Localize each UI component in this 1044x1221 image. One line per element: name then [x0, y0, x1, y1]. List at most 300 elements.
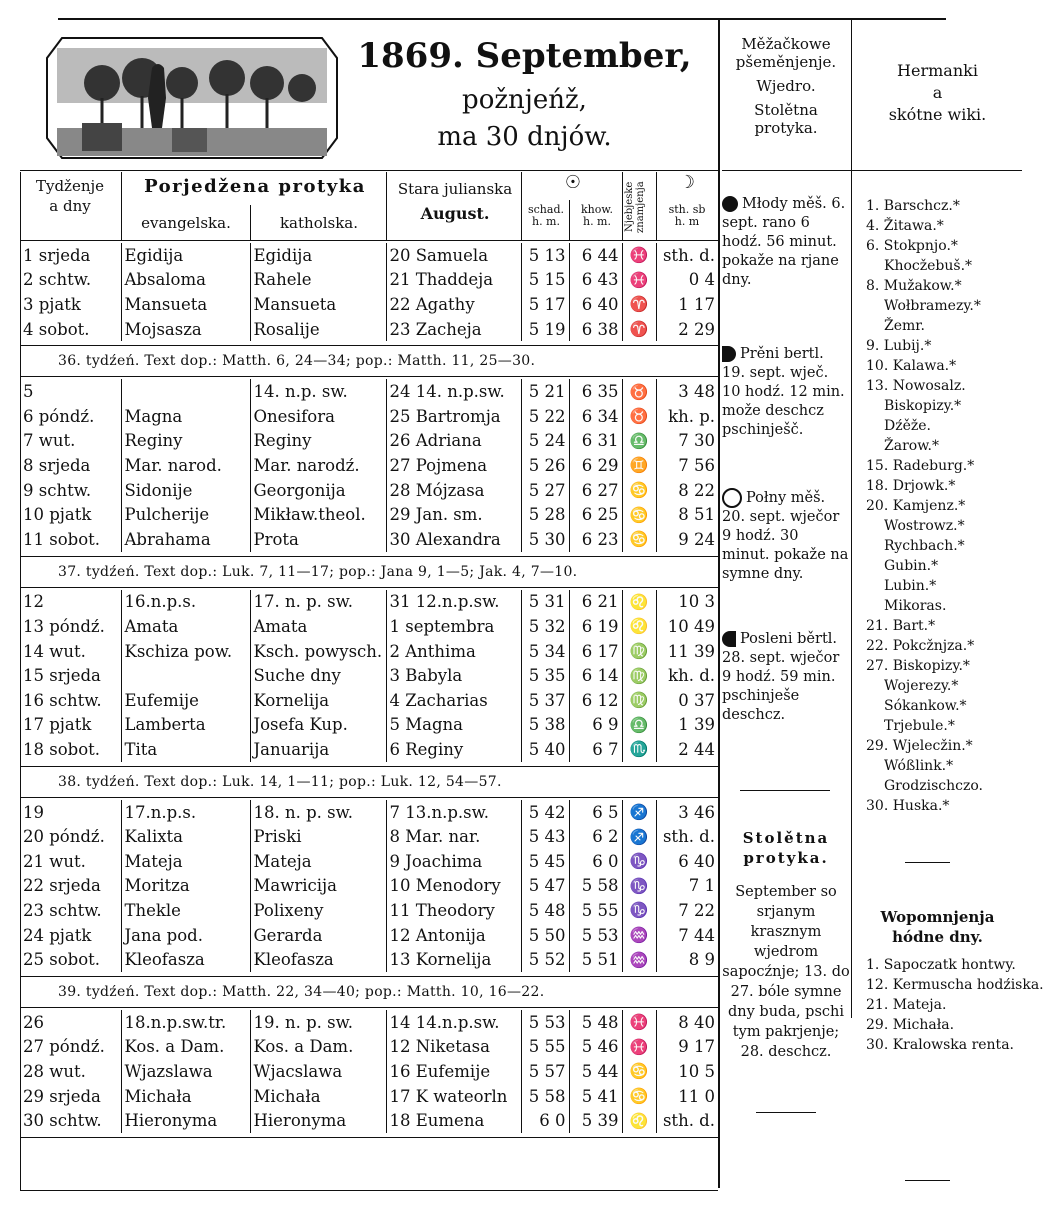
zodiac-sign: ♌	[622, 614, 656, 639]
sunrise: 5 26	[521, 453, 569, 478]
sunrise: 5 24	[521, 429, 569, 454]
catholic-saint: Onesifora	[250, 404, 386, 429]
sunset: 6 34	[569, 404, 622, 429]
sunrise: 5 37	[521, 688, 569, 713]
table-row	[20, 800, 718, 825]
sunrise: 5 31	[521, 590, 569, 615]
moon-time: 8 22	[656, 478, 718, 503]
zodiac-sign: ♐	[622, 800, 656, 825]
day: 16 schtw.	[23, 690, 102, 710]
fair-item: 20. Kamjenz.*	[866, 498, 966, 514]
day: 25 sobot.	[23, 950, 101, 970]
zodiac-sign: ♓	[622, 1010, 656, 1035]
evangelical-saint: Hieronyma	[121, 1108, 250, 1133]
wopomnjenja-item: 30. Kralowska renta.	[866, 1037, 1014, 1053]
moon-time: 9 24	[656, 527, 718, 552]
day: 4 sobot.	[23, 319, 90, 339]
evangelical-saint	[121, 663, 250, 688]
julian-date: 16 Eufemije	[386, 1059, 521, 1084]
table-row	[20, 1010, 718, 1035]
sunrise: 5 57	[521, 1059, 569, 1084]
table-row	[20, 1084, 718, 1109]
zodiac-sign: ♑	[622, 874, 656, 899]
moon-time: 3 48	[656, 379, 718, 404]
day: 5	[23, 382, 34, 402]
col-head-tydzenje: Tydženje a dny	[35, 177, 105, 215]
title-subtitle-1: požnjeńž,	[462, 85, 587, 115]
sunset: 6 9	[569, 713, 622, 738]
julian-date: 5 Magna	[386, 713, 521, 738]
zodiac-sign: ♋	[622, 502, 656, 527]
evangelical-saint: 18.n.p.sw.tr.	[121, 1010, 250, 1035]
julian-date: 29 Jan. sm.	[386, 502, 521, 527]
sunset: 6 29	[569, 453, 622, 478]
catholic-saint: Kornelija	[250, 688, 386, 713]
sunset: 6 19	[569, 614, 622, 639]
catholic-saint: Mikław.theol.	[250, 502, 386, 527]
head-vline-4	[521, 172, 522, 240]
day: 24 pjatk	[23, 925, 92, 945]
zodiac-sign: ♊	[622, 453, 656, 478]
zodiac-sign: ♈	[622, 317, 656, 342]
head-vline-2	[250, 205, 251, 240]
evangelical-saint: Tita	[121, 737, 250, 762]
fair-item: 13. Nowosalz.	[866, 378, 966, 394]
evangelical-saint: Moritza	[121, 874, 250, 899]
sunrise: 5 43	[521, 824, 569, 849]
col-head-schad: schad. h. m.	[528, 203, 564, 228]
evangelical-saint: Lamberta	[121, 713, 250, 738]
julian-date: 20 Samuela	[386, 243, 521, 268]
table-row	[20, 527, 718, 552]
head-vline-3	[386, 172, 387, 240]
header-hermanki: Hermanki a skótne wiki.	[888, 61, 987, 124]
sun-symbol: ☉	[564, 172, 582, 193]
catholic-saint: Polixeny	[250, 898, 386, 923]
col-head-katholska: katholska.	[279, 214, 359, 232]
table-row	[20, 502, 718, 527]
julian-date: 7 13.n.p.sw.	[386, 800, 521, 825]
catholic-saint: Kleofasza	[250, 947, 386, 972]
sunrise: 5 28	[521, 502, 569, 527]
header-meszackowe: Měžačkowe pšeměnjenje. Wjedro. Stolětna protyka.	[735, 35, 837, 137]
sunset: 5 53	[569, 923, 622, 948]
fair-item: Mikoras.	[884, 598, 947, 614]
zodiac-sign: ♋	[622, 527, 656, 552]
fair-item: 9. Lubij.*	[866, 338, 932, 354]
sunrise: 5 17	[521, 292, 569, 317]
day: 19	[23, 802, 44, 822]
top-rule	[58, 18, 946, 20]
catholic-saint: Egidija	[250, 243, 386, 268]
evangelical-saint: Sidonije	[121, 478, 250, 503]
evangelical-saint: Abrahama	[121, 527, 250, 552]
moon-time: sth. d.	[656, 824, 718, 849]
sunrise: 5 22	[521, 404, 569, 429]
fair-item: Žemr.	[884, 318, 925, 334]
sunrise: 5 15	[521, 268, 569, 293]
header-rule	[20, 170, 718, 171]
day: 9 schtw.	[23, 480, 92, 500]
julian-date: 2 Anthima	[386, 639, 521, 664]
moon-time: 11 39	[656, 639, 718, 664]
table-row	[20, 243, 718, 268]
head-vline-6	[622, 172, 623, 240]
sunrise: 5 21	[521, 379, 569, 404]
sidebar-divider-2	[851, 18, 852, 1018]
table-row	[20, 1059, 718, 1084]
day: 13 póndź.	[23, 616, 105, 636]
sunrise: 5 19	[521, 317, 569, 342]
catholic-saint: Prota	[250, 527, 386, 552]
catholic-saint: Georgonija	[250, 478, 386, 503]
zodiac-sign: ♓	[622, 1035, 656, 1060]
block-rule	[20, 556, 718, 557]
block-rule	[20, 1137, 718, 1138]
evangelical-saint	[121, 379, 250, 404]
julian-date: 13 Kornelija	[386, 947, 521, 972]
julian-date: 17 K wateorln	[386, 1084, 521, 1109]
moon-time: 3 46	[656, 800, 718, 825]
sunrise: 5 45	[521, 849, 569, 874]
julian-date: 26 Adriana	[386, 429, 521, 454]
wopomnjenja-list	[866, 955, 1044, 1055]
fair-item: Žarow.*	[884, 438, 939, 454]
zodiac-sign: ♒	[622, 923, 656, 948]
fair-item: Wołbramezy.*	[884, 298, 981, 314]
sunset: 5 55	[569, 898, 622, 923]
fair-item: 29. Wjelecžin.*	[866, 738, 973, 754]
table-row	[20, 292, 718, 317]
fairs-list	[858, 196, 1018, 816]
title-year-month: 1869. September,	[357, 36, 692, 76]
day: 6 póndź.	[23, 406, 95, 426]
sunrise: 5 58	[521, 1084, 569, 1109]
evangelical-saint: 17.n.p.s.	[121, 800, 250, 825]
catholic-saint: Rahele	[250, 268, 386, 293]
moon-time: sth. d.	[656, 243, 718, 268]
evangelical-saint: Pulcherije	[121, 502, 250, 527]
catholic-saint: Mawricija	[250, 874, 386, 899]
julian-date: 14 14.n.p.sw.	[386, 1010, 521, 1035]
day: 7 wut.	[23, 431, 76, 451]
julian-date: 21 Thaddeja	[386, 268, 521, 293]
sunset: 6 2	[569, 824, 622, 849]
col-head-stara: Stara julianska August.	[397, 180, 513, 223]
wopomnjenja-item: 12. Kermuscha hodźiska.	[866, 977, 1044, 993]
table-row	[20, 453, 718, 478]
catholic-saint: 17. n. p. sw.	[250, 590, 386, 615]
fairs-rule	[905, 862, 950, 863]
julian-date: 11 Theodory	[386, 898, 521, 923]
julian-date: 4 Zacharias	[386, 688, 521, 713]
new-moon-icon	[722, 196, 738, 212]
sunset: 6 27	[569, 478, 622, 503]
fair-item: Khocžebuš.*	[884, 258, 973, 274]
zodiac-sign: ♋	[622, 478, 656, 503]
catholic-saint: Gerarda	[250, 923, 386, 948]
julian-date: 10 Menodory	[386, 874, 521, 899]
head-vline-1	[121, 172, 122, 240]
moon-time: 0 37	[656, 688, 718, 713]
zodiac-sign: ♏	[622, 737, 656, 762]
col-head-rule	[20, 240, 718, 241]
fair-item: Wojerezy.*	[884, 678, 959, 694]
sunrise: 5 47	[521, 874, 569, 899]
evangelical-saint: Jana pod.	[121, 923, 250, 948]
sunset: 6 40	[569, 292, 622, 317]
catholic-saint: 14. n.p. sw.	[250, 379, 386, 404]
week-table	[20, 243, 718, 341]
zodiac-sign: ♑	[622, 849, 656, 874]
sunset: 6 12	[569, 688, 622, 713]
sunset: 6 31	[569, 429, 622, 454]
stoletna-text: September so srjanym krasznym wjedrom sapocźnje; 13. do 27. bóle symne dny buda, pschi tym pakrjenje; 28. deschcz.	[722, 884, 850, 1060]
julian-date: 1 septembra	[386, 614, 521, 639]
evangelical-saint: Michała	[121, 1084, 250, 1109]
bottom-rule	[20, 1190, 718, 1191]
moon-time: 6 40	[656, 849, 718, 874]
sunrise: 5 53	[521, 1010, 569, 1035]
day: 29 srjeda	[23, 1086, 101, 1106]
table-row	[20, 688, 718, 713]
fair-item: Gubin.*	[884, 558, 939, 574]
col-head-evangelska: evangelska.	[141, 214, 231, 232]
sunrise: 5 27	[521, 478, 569, 503]
zodiac-sign: ♒	[622, 947, 656, 972]
sunset: 5 46	[569, 1035, 622, 1060]
day: 18 sobot.	[23, 739, 101, 759]
week-table	[20, 800, 718, 972]
day: 23 schtw.	[23, 900, 102, 920]
sunset: 5 51	[569, 947, 622, 972]
sunset: 6 7	[569, 737, 622, 762]
zodiac-sign: ♋	[622, 1084, 656, 1109]
full-moon-icon	[722, 488, 742, 508]
table-row	[20, 713, 718, 738]
catholic-saint: Mateja	[250, 849, 386, 874]
day: 28 wut.	[23, 1061, 86, 1081]
table-row	[20, 737, 718, 762]
day: 10 pjatk	[23, 505, 92, 525]
table-row	[20, 639, 718, 664]
sunset: 6 35	[569, 379, 622, 404]
fair-item: 15. Radeburg.*	[866, 458, 975, 474]
fair-item: Dźěže.	[884, 418, 931, 434]
evangelical-saint: Magna	[121, 404, 250, 429]
sunset: 6 23	[569, 527, 622, 552]
catholic-saint: Wjacslawa	[250, 1059, 386, 1084]
fair-item: Biskopizy.*	[884, 398, 962, 414]
stoletna-rule	[756, 1112, 816, 1113]
day: 27 póndź.	[23, 1037, 105, 1057]
julian-date: 8 Mar. nar.	[386, 824, 521, 849]
fair-item: Lubin.*	[884, 578, 937, 594]
julian-date: 24 14. n.p.sw.	[386, 379, 521, 404]
day: 1 srjeda	[23, 245, 91, 265]
sunset: 6 43	[569, 268, 622, 293]
zodiac-sign: ♍	[622, 639, 656, 664]
day: 20 póndź.	[23, 827, 105, 847]
moon-time: 10 3	[656, 590, 718, 615]
fair-item: 22. Pokcžnjza.*	[866, 638, 975, 654]
harvest-vignette	[42, 28, 342, 168]
julian-date: 28 Mójzasa	[386, 478, 521, 503]
moon-symbol: ☽	[678, 172, 696, 193]
evangelical-saint: Kos. a Dam.	[121, 1035, 250, 1060]
julian-date: 12 Antonija	[386, 923, 521, 948]
table-row	[20, 947, 718, 972]
evangelical-saint: Kschiza pow.	[121, 639, 250, 664]
fair-item: 1. Barschcz.*	[866, 198, 960, 214]
week-gospel-text: 36. tydźeń. Text dop.: Matth. 6, 24—34; pop.: Matth. 11, 25—30.	[58, 353, 536, 370]
zodiac-sign: ♓	[622, 243, 656, 268]
evangelical-saint: Kleofasza	[121, 947, 250, 972]
table-row	[20, 663, 718, 688]
zodiac-sign: ♑	[622, 898, 656, 923]
col-head-khow: khow. h. m.	[581, 203, 613, 228]
moon-time: 8 40	[656, 1010, 718, 1035]
sunset: 6 0	[569, 849, 622, 874]
week-rule	[20, 587, 718, 588]
fair-item: Grodzischczo.	[884, 778, 984, 794]
zodiac-sign: ♉	[622, 404, 656, 429]
zodiac-sign: ♐	[622, 824, 656, 849]
moon-mlody: Młody měš. 6. sept. rano 6 hodź. 56 minut. pokaže na rjane dny.	[722, 196, 846, 288]
header-rule-right	[722, 170, 1022, 171]
zodiac-sign: ♎	[622, 713, 656, 738]
table-row	[20, 923, 718, 948]
week-table	[20, 1010, 718, 1133]
moon-time: 7 1	[656, 874, 718, 899]
week-rule	[20, 376, 718, 377]
sunset: 5 48	[569, 1010, 622, 1035]
moon-time: 8 9	[656, 947, 718, 972]
sunset: 6 17	[569, 639, 622, 664]
day: 21 wut.	[23, 851, 86, 871]
wop-rule	[905, 1180, 950, 1181]
week-gospel-text: 37. tydźeń. Text dop.: Luk. 7, 11—17; pop.: Jana 9, 1—5; Jak. 4, 7—10.	[58, 563, 578, 580]
table-row	[20, 590, 718, 615]
sunset: 6 14	[569, 663, 622, 688]
sunset: 5 58	[569, 874, 622, 899]
catholic-saint: Josefa Kup.	[250, 713, 386, 738]
sunrise: 6 0	[521, 1108, 569, 1133]
table-row	[20, 404, 718, 429]
day: 8 srjeda	[23, 455, 91, 475]
table-row	[20, 317, 718, 342]
fair-item: Trjebule.*	[884, 718, 955, 734]
sunrise: 5 42	[521, 800, 569, 825]
julian-date: 18 Eumena	[386, 1108, 521, 1133]
sunset: 5 39	[569, 1108, 622, 1133]
day: 17 pjatk	[23, 715, 92, 735]
week-table	[20, 590, 718, 762]
moon-time: 8 51	[656, 502, 718, 527]
table-row	[20, 874, 718, 899]
day: 22 srjeda	[23, 876, 101, 896]
moon-time: 2 44	[656, 737, 718, 762]
left-border	[20, 172, 21, 1190]
wopomnjenja-item: 21. Mateja.	[866, 997, 947, 1013]
sunset: 6 5	[569, 800, 622, 825]
julian-date: 30 Alexandra	[386, 527, 521, 552]
col-head-moon: sth. sb h. m	[668, 203, 706, 228]
catholic-saint: Rosalije	[250, 317, 386, 342]
day: 26	[23, 1012, 44, 1032]
table-row	[20, 824, 718, 849]
catholic-saint: Suche dny	[250, 663, 386, 688]
julian-date: 6 Reginy	[386, 737, 521, 762]
table-row	[20, 268, 718, 293]
moon-time: 11 0	[656, 1084, 718, 1109]
sunset: 6 38	[569, 317, 622, 342]
fair-item: Wostrowz.*	[884, 518, 965, 534]
table-row	[20, 614, 718, 639]
table-row	[20, 429, 718, 454]
fair-item: Sókankow.*	[884, 698, 967, 714]
moon-rule	[740, 790, 830, 791]
title-subtitle-2: ma 30 dnjów.	[437, 122, 612, 152]
moon-prweni: Prěni bertl. 19. sept. wječ. 10 hodź. 12 min. može deschcz pschinješč.	[722, 346, 845, 438]
zodiac-sign: ♍	[622, 663, 656, 688]
moon-time: 0 4	[656, 268, 718, 293]
fair-item: 30. Huska.*	[866, 798, 950, 814]
table-row	[20, 898, 718, 923]
catholic-saint: 19. n. p. sw.	[250, 1010, 386, 1035]
zodiac-sign: ♈	[622, 292, 656, 317]
catholic-saint: 18. n. p. sw.	[250, 800, 386, 825]
table-row	[20, 1108, 718, 1133]
fair-item: 10. Kalawa.*	[866, 358, 957, 374]
evangelical-saint: Absaloma	[121, 268, 250, 293]
fair-item: Rychbach.*	[884, 538, 965, 554]
moon-time: 7 22	[656, 898, 718, 923]
moon-time: 7 44	[656, 923, 718, 948]
sidebar-divider	[718, 18, 720, 1188]
fair-item: 21. Bart.*	[866, 618, 936, 634]
fair-item: 27. Biskopizy.*	[866, 658, 970, 674]
table-row	[20, 849, 718, 874]
evangelical-saint: Mojsasza	[121, 317, 250, 342]
week-gospel-text: 38. tydźeń. Text dop.: Luk. 14, 1—11; pop.: Luk. 12, 54—57.	[58, 773, 502, 790]
catholic-saint: Reginy	[250, 429, 386, 454]
moon-time: 9 17	[656, 1035, 718, 1060]
week-table	[20, 379, 718, 551]
julian-date: 9 Joachima	[386, 849, 521, 874]
moon-time: 2 29	[656, 317, 718, 342]
evangelical-saint: Reginy	[121, 429, 250, 454]
catholic-saint: Januarija	[250, 737, 386, 762]
zodiac-sign: ♌	[622, 1108, 656, 1133]
sunrise: 5 40	[521, 737, 569, 762]
catholic-saint: Mansueta	[250, 292, 386, 317]
fair-item: 4. Žitawa.*	[866, 218, 944, 234]
catholic-saint: Priski	[250, 824, 386, 849]
evangelical-saint: Kalixta	[121, 824, 250, 849]
sunrise: 5 55	[521, 1035, 569, 1060]
julian-date: 3 Babyla	[386, 663, 521, 688]
sunrise: 5 35	[521, 663, 569, 688]
moon-time: sth. d.	[656, 1108, 718, 1133]
evangelical-saint: Thekle	[121, 898, 250, 923]
evangelical-saint: Eufemije	[121, 688, 250, 713]
col-head-porjedzena: Porjedžena protyka	[144, 176, 366, 197]
moon-time: 7 30	[656, 429, 718, 454]
week-rule	[20, 797, 718, 798]
head-vline-7	[656, 172, 657, 240]
col-head-njebjeske: Njebjeske znamjenja	[624, 181, 646, 233]
